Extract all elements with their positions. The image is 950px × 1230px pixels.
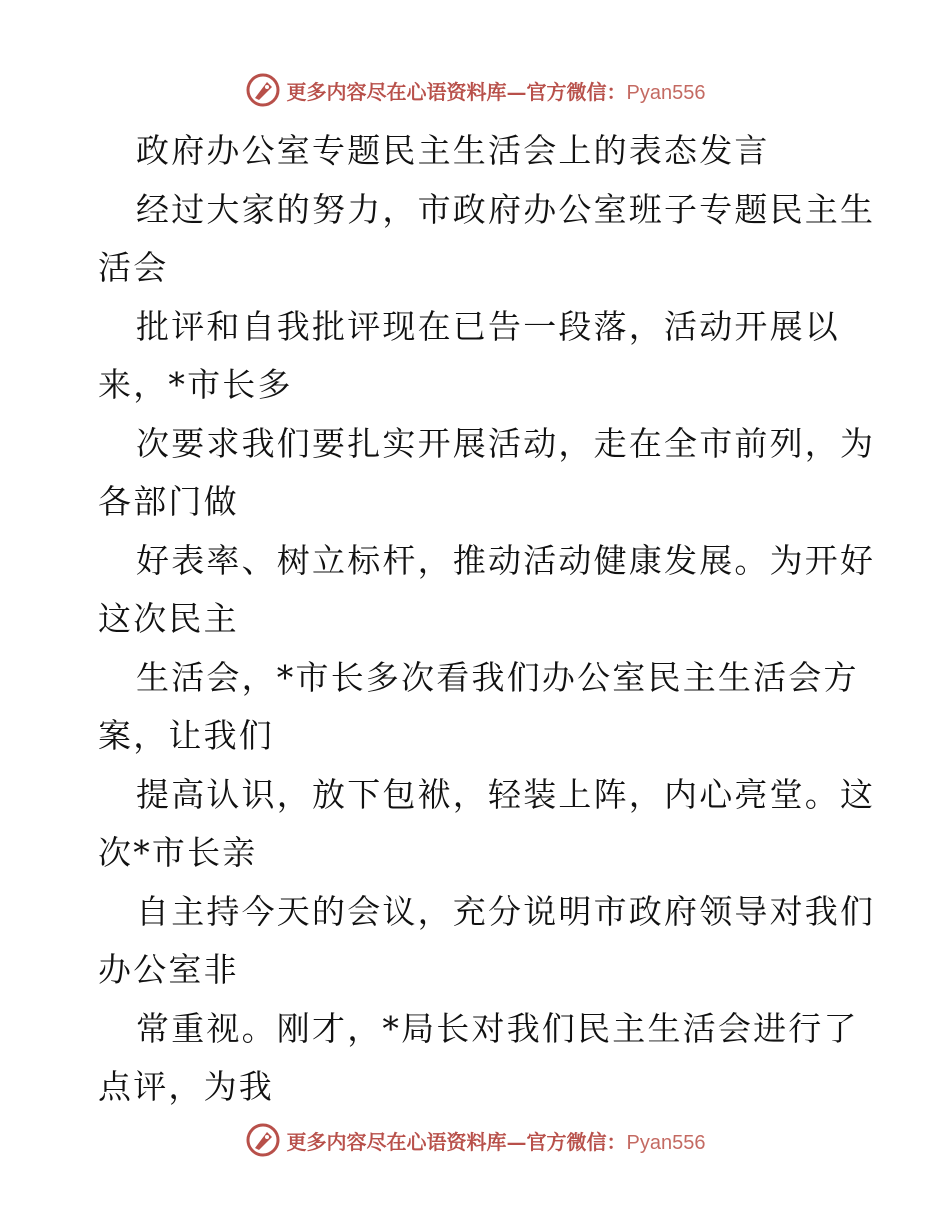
pen-nib-logo-icon	[245, 1122, 281, 1158]
document-body	[98, 122, 876, 1117]
text-line: 各部门做	[98, 482, 239, 521]
text-line: 常重视。刚才，*局长对我们民主生活会进行了	[136, 1008, 859, 1048]
text-line: 批评和自我批评现在已告一段落，活动开展以	[136, 306, 840, 346]
text-line: 案，让我们	[98, 716, 274, 755]
header-banner	[0, 70, 950, 110]
header-banner-text: 更多内容尽在心语资料库—官方微信：Pyan556	[286, 79, 706, 104]
text-line: 好表率、树立标杆，推动活动健康发展。为开好	[136, 540, 876, 580]
text-line: 经过大家的努力，市政府办公室班子专题民主生	[136, 189, 876, 229]
text-line: 提高认识，放下包袱，轻装上阵，内心亮堂。这	[136, 774, 876, 814]
text-line: 来，*市长多	[98, 365, 293, 404]
pen-nib-logo-icon	[245, 72, 281, 108]
text-line: 这次民主	[98, 599, 239, 638]
footer-banner	[0, 1120, 950, 1160]
document-title: 政府办公室专题民主生活会上的表态发言	[136, 131, 770, 170]
text-line: 活会	[98, 248, 169, 287]
footer-banner-text: 更多内容尽在心语资料库—官方微信：Pyan556	[286, 1129, 706, 1154]
text-line: 办公室非	[98, 950, 239, 989]
text-line: 生活会，*市长多次看我们办公室民主生活会方	[136, 657, 859, 697]
text-line: 次要求我们要扎实开展活动，走在全市前列，为	[136, 423, 876, 463]
text-line: 点评，为我	[98, 1067, 274, 1106]
text-line: 次*市长亲	[98, 833, 258, 872]
text-line: 自主持今天的会议，充分说明市政府领导对我们	[136, 891, 876, 931]
header-banner-account: Pyan556	[626, 81, 706, 104]
footer-banner-account: Pyan556	[626, 1131, 706, 1154]
